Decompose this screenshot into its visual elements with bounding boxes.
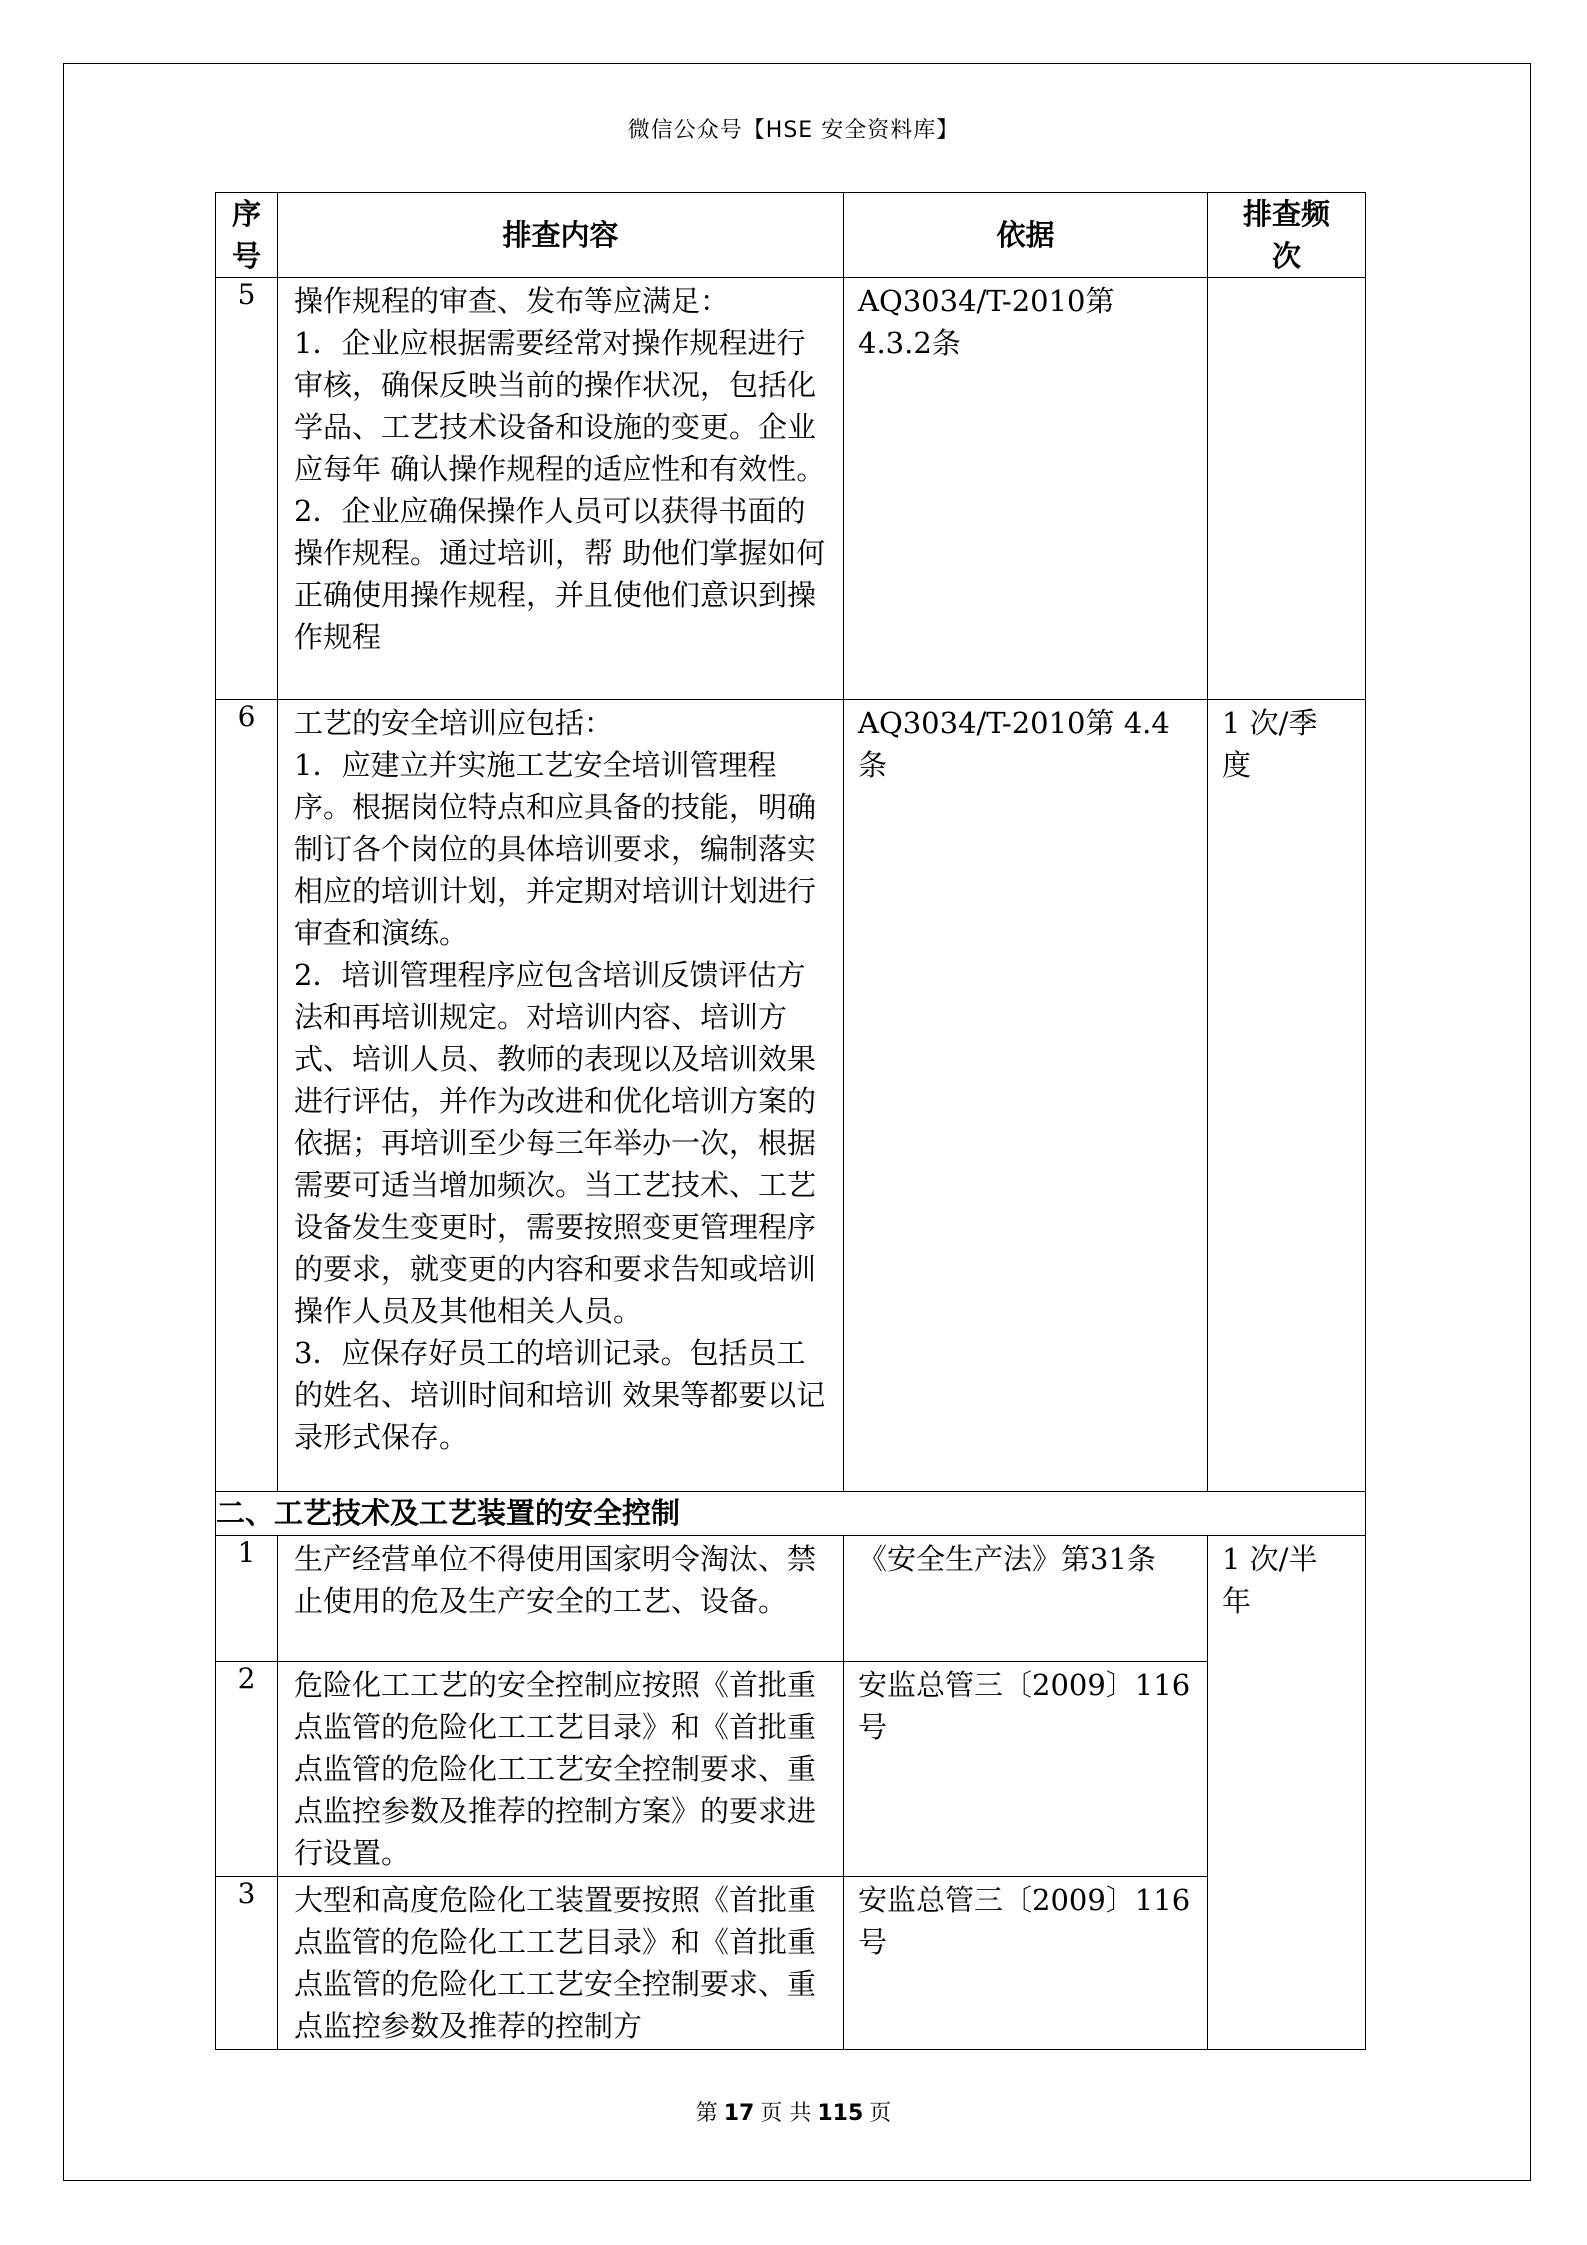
table-row (216, 1536, 1366, 1662)
section-frequency: 1 次/半 年 (1208, 1536, 1366, 2050)
row-num: 2 (216, 1662, 278, 1877)
row-content: 操作规程的审查、发布等应满足： 1．企业应根据需要经常对操作规程进行审核，确保反映当前的操作状况，包括化学品、工艺技术设备和设施的变更。企业应每年 确认操作规程的适应性和有效性。 2．企业应确保操作人员可以获得书面的操作规程。通过培训，帮 助他们掌握如何正确使用操作规程，并且使他们意识到操作规程 (278, 278, 844, 700)
row-content: 生产经营单位不得使用国家明令淘汰、禁止使用的危及生产安全的工艺、设备。 (278, 1536, 844, 1662)
table-row (216, 1877, 1366, 2050)
table-row (216, 1662, 1366, 1877)
row-content: 大型和高度危险化工装置要按照《首批重点监管的危险化工工艺目录》和《首批重点监管的危险化工工艺安全控制要求、重点监控参数及推荐的控制方 (278, 1877, 844, 2050)
footer-total-pages: 115 (817, 2101, 864, 2126)
table-row (216, 700, 1366, 1492)
row-num: 1 (216, 1536, 278, 1662)
page-header: 微信公众号【HSE 安全资料库】 (627, 118, 960, 143)
row-basis: AQ3034/T-2010第 4.4 条 (844, 700, 1208, 1492)
row-basis: AQ3034/T-2010第 4.3.2条 (844, 278, 1208, 700)
footer-middle: 页 共 (760, 2101, 812, 2126)
page-footer (0, 2096, 1587, 2127)
row-frequency: 1 次/季 度 (1208, 700, 1366, 1492)
inspection-table (215, 192, 1366, 2050)
header-num: 序 号 (216, 193, 278, 278)
table-row (216, 278, 1366, 700)
header-frequency: 排查频 次 (1208, 193, 1366, 278)
row-num: 3 (216, 1877, 278, 2050)
section-row (216, 1492, 1366, 1536)
section-title: 二、工艺技术及工艺装置的安全控制 (216, 1492, 1366, 1536)
header-basis: 依据 (844, 193, 1208, 278)
row-basis: 《安全生产法》第31条 (844, 1536, 1208, 1662)
row-content: 工艺的安全培训应包括： 1．应建立并实施工艺安全培训管理程序。根据岗位特点和应具备的技能，明确制订各个岗位的具体培训要求，编制落实相应的培训计划，并定期对培训计划进行审查和演练。 2．培训管理程序应包含培训反馈评估方法和再培训规定。对培训内容、培训方式、培训人员、教师的表现以及培训效果进行评估，并作为改进和优化培训方案的依据；再培训至少每三年举办一次，根据需要可适当增加频次。当工艺技术、工艺设备发生变更时，需要按照变更管理程序的要求，就变更的内容和要求告知或培训操作人员及其他相关人员。 3．应保存好员工的培训记录。包括员工的姓名、培训时间和培训 效果等都要以记录形式保存。 (278, 700, 844, 1492)
table-header-row (216, 193, 1366, 278)
footer-suffix: 页 (869, 2101, 892, 2126)
row-frequency (1208, 278, 1366, 700)
row-basis: 安监总管三〔2009〕116号 (844, 1877, 1208, 2050)
header-content: 排查内容 (278, 193, 844, 278)
row-num: 6 (216, 700, 278, 1492)
footer-prefix: 第 (695, 2101, 718, 2126)
row-basis: 安监总管三〔2009〕116号 (844, 1662, 1208, 1877)
footer-page-number: 17 (723, 2101, 755, 2126)
row-num: 5 (216, 278, 278, 700)
row-content: 危险化工工艺的安全控制应按照《首批重点监管的危险化工工艺目录》和《首批重点监管的危险化工工艺安全控制要求、重点监控参数及推荐的控制方案》的要求进行设置。 (278, 1662, 844, 1877)
